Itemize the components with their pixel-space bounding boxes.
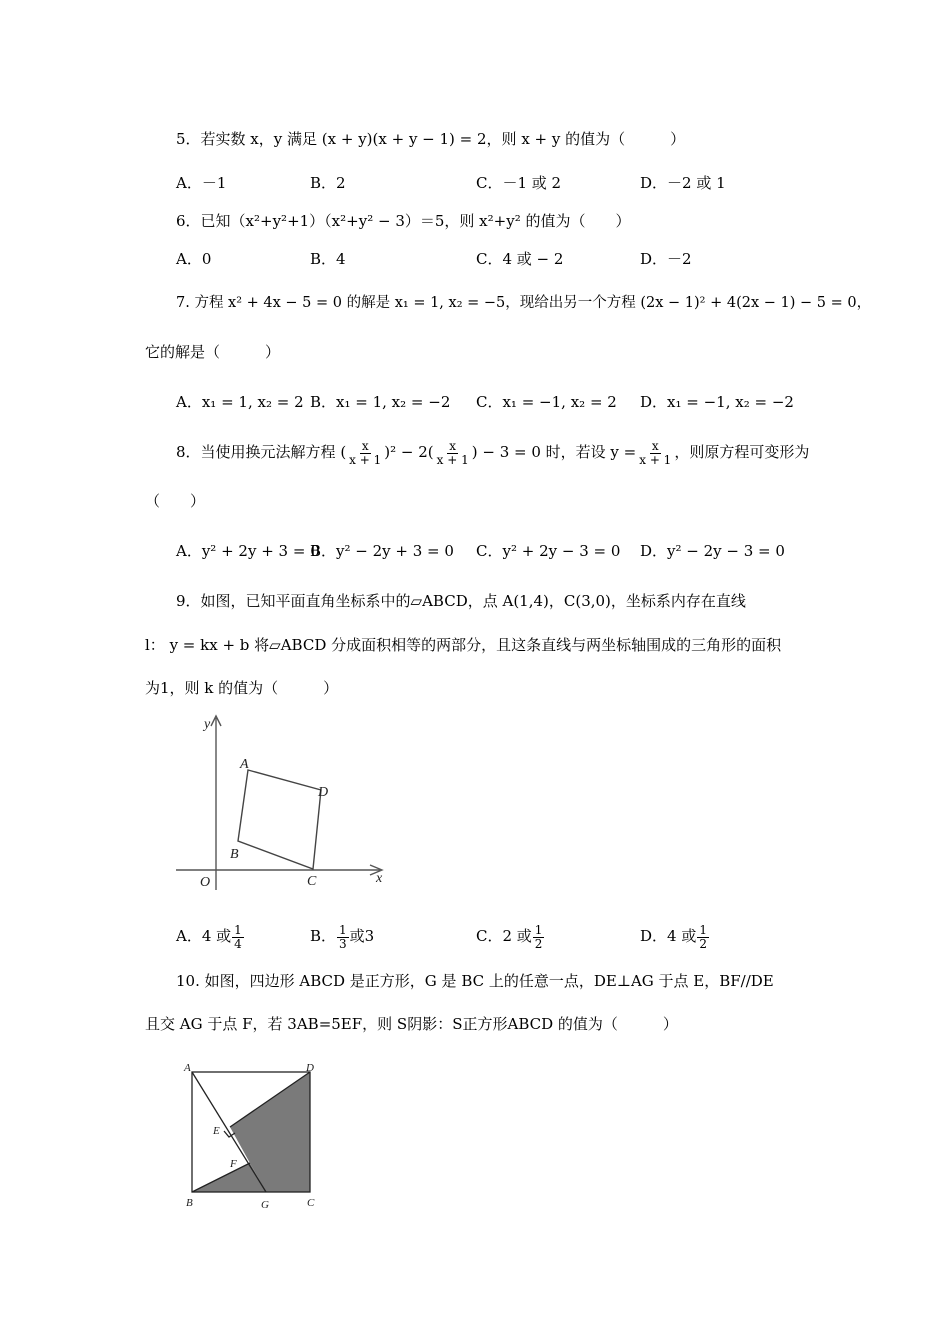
q9-option-b-post: 或3 <box>349 927 375 945</box>
q9-figure <box>170 710 400 900</box>
q9-option-b <box>310 918 374 954</box>
q9-option-a <box>176 918 245 954</box>
q10-stem-line1: 10. 如图，四边形 ABCD 是正方形，G 是 BC 上的任意一点，DE⊥AG 于点 E，BF//DE <box>176 972 774 990</box>
q9-option-c-pre: C．2 或 <box>476 927 532 945</box>
q10-label-d: D <box>306 1062 314 1074</box>
q5-option-d: D．－2 或 1 <box>640 174 726 192</box>
q8-frac1-num: x <box>361 438 369 453</box>
q8-mid2: ) − 3 = 0 时，若设 y = <box>471 443 637 461</box>
q7-option-a: A．x₁ = 1, x₂ = 2 <box>176 393 304 411</box>
q10-stem-line2: 且交 AG 于点 F，若 3AB=5EF，则 S阴影：S正方形ABCD 的值为（ ） <box>145 1015 678 1033</box>
q6-option-d: D．－2 <box>640 250 692 268</box>
q8-suffix: ，则原方程可变形为 <box>674 443 810 461</box>
q9-option-c-den: 2 <box>534 936 543 951</box>
q7-option-b: B．x₁ = 1, x₂ = −2 <box>310 393 451 411</box>
q7-stem-line1: 7. 方程 x² + 4x − 5 = 0 的解是 x₁ = 1, x₂ = −5，现给出另一个方程 (2x − 1)² + 4(2x − 1) − 5 = 0， <box>176 295 872 311</box>
q5-option-a: A．－1 <box>176 174 227 192</box>
q8-fraction-3 <box>637 440 673 467</box>
q9-option-a-den: 4 <box>234 936 242 951</box>
q9-option-d-num: 1 <box>699 922 707 937</box>
q8-frac2-num: x <box>449 438 457 453</box>
q7-stem-line2: 它的解是（ ） <box>145 343 281 361</box>
q8-stem-line2: （ ） <box>145 492 206 510</box>
q9-label-x: x <box>376 871 383 886</box>
q9-label-o: O <box>200 875 211 890</box>
q9-label-b: B <box>230 847 239 862</box>
q8-frac3-den: x + 1 <box>639 452 672 467</box>
q9-option-c-frac <box>533 924 545 951</box>
q9-label-y: y <box>204 717 211 732</box>
q8-frac2-den: x + 1 <box>436 452 469 467</box>
q9-option-b-pre: B． <box>310 927 337 945</box>
q10-figure <box>180 1060 330 1215</box>
q9-option-b-num: 1 <box>339 922 347 937</box>
q9-stem-line2: l： y = kx + b 将▱ABCD 分成面积相等的两部分，且这条直线与两坐标轴围成的三角形的面积 <box>145 636 782 654</box>
q8-mid: )² − 2( <box>384 443 434 461</box>
q9-stem-line1: 9．如图，已知平面直角坐标系中的▱ABCD，点 A(1,4)，C(3,0)，坐标系内存在直线 <box>176 592 746 610</box>
q9-option-c <box>476 918 545 954</box>
q7-option-d: D．x₁ = −1, x₂ = −2 <box>640 393 794 411</box>
q8-stem-line1 <box>176 436 809 468</box>
q6-option-b: B．4 <box>310 250 346 268</box>
q8-prefix: 8．当使用换元法解方程 ( <box>176 443 347 461</box>
q9-option-b-frac <box>337 924 349 951</box>
q9-label-a: A <box>240 757 249 772</box>
q8-frac1-den: x + 1 <box>349 452 382 467</box>
q8-option-b: B．y² − 2y + 3 = 0 <box>310 542 454 560</box>
q10-label-b: B <box>186 1197 193 1209</box>
q9-option-d <box>640 918 710 954</box>
q9-option-d-pre: D．4 或 <box>640 927 697 945</box>
q8-frac3-num: x <box>651 438 659 453</box>
q8-option-c: C．y² + 2y − 3 = 0 <box>476 542 621 560</box>
q6-option-c: C．4 或 − 2 <box>476 250 564 268</box>
q5-option-b: B．2 <box>310 174 346 192</box>
q9-option-d-frac <box>697 924 709 951</box>
q8-fraction-1 <box>347 440 383 467</box>
q9-parallelogram <box>238 770 321 869</box>
q9-label-d: D <box>318 785 329 800</box>
q6-option-a: A．0 <box>176 250 212 268</box>
q8-fraction-2 <box>435 440 471 467</box>
q10-label-c: C <box>307 1197 315 1209</box>
q10-label-e: E <box>213 1125 220 1137</box>
q7-option-c: C．x₁ = −1, x₂ = 2 <box>476 393 617 411</box>
q9-stem-line3: 为1，则 k 的值为（ ） <box>145 679 339 697</box>
q10-label-f: F <box>230 1158 237 1170</box>
q9-option-a-pre: A．4 或 <box>176 927 232 945</box>
q9-option-d-den: 2 <box>699 936 707 951</box>
q5-option-c: C．－1 或 2 <box>476 174 562 192</box>
q10-label-g: G <box>261 1199 269 1211</box>
q9-option-c-num: 1 <box>534 922 543 937</box>
q8-option-a: A．y² + 2y + 3 = 0 <box>176 542 320 560</box>
q9-option-a-num: 1 <box>234 922 242 937</box>
q6-stem: 6．已知（x²+y²+1）（x²+y² − 3）＝5，则 x²+y² 的值为（ ） <box>176 212 631 230</box>
q5-stem: 5．若实数 x，y 满足 (x + y)(x + y − 1) = 2，则 x + y 的值为（ ） <box>176 130 686 148</box>
q9-label-c: C <box>307 874 317 889</box>
q9-option-b-den: 3 <box>339 936 347 951</box>
q10-label-a: A <box>184 1062 191 1074</box>
q9-option-a-frac <box>232 924 244 951</box>
q8-option-d: D．y² − 2y − 3 = 0 <box>640 542 785 560</box>
